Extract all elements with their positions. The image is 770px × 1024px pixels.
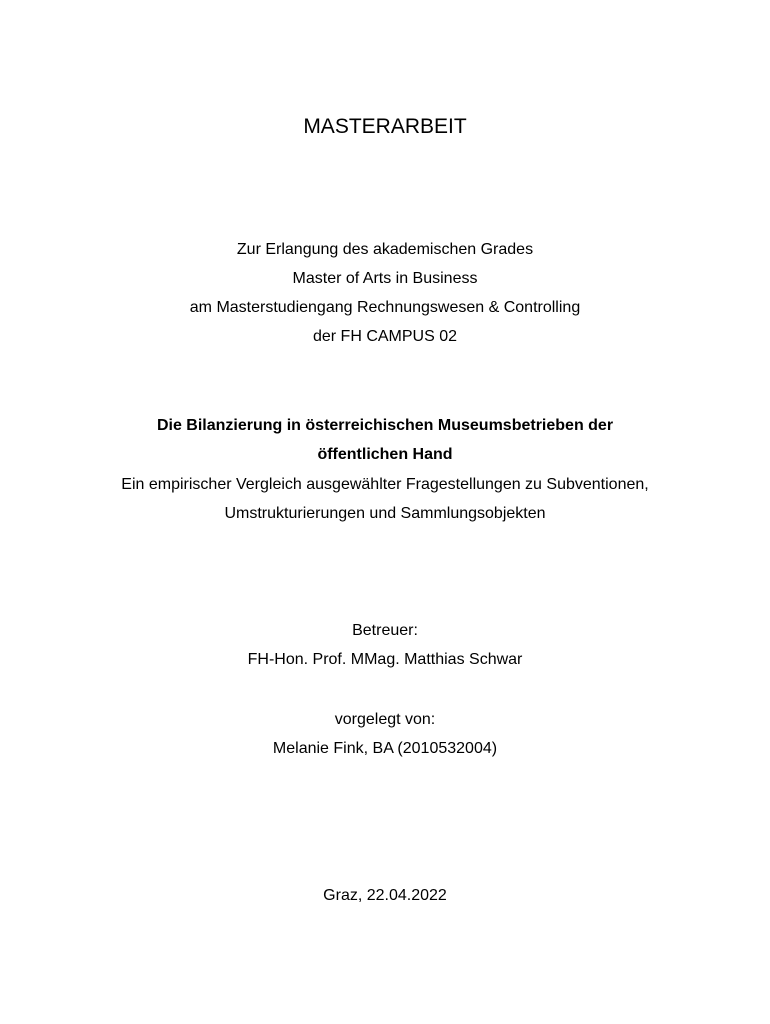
author-name: Melanie Fink, BA (2010532004) — [272, 740, 498, 757]
author-label: vorgelegt von: — [334, 711, 436, 728]
thesis-title-line-1: Die Bilanzierung in österreichischen Museumsbetrieben der — [156, 417, 614, 434]
supervisor-label: Betreuer: — [352, 622, 418, 639]
thesis-title-line-2: öffentlichen Hand — [317, 446, 453, 463]
degree-line-2: Master of Arts in Business — [292, 270, 478, 287]
thesis-subtitle-line-2: Umstrukturierungen und Sammlungsobjekten — [224, 505, 546, 522]
thesis-subtitle-line-1: Ein empirischer Vergleich ausgewählter Fragestellungen zu Subventionen, — [121, 476, 649, 493]
degree-line-4: der FH CAMPUS 02 — [312, 328, 458, 345]
document-heading: MASTERARBEIT — [303, 115, 467, 138]
supervisor-name: FH-Hon. Prof. MMag. Matthias Schwar — [247, 651, 523, 668]
degree-line-1: Zur Erlangung des akademischen Grades — [236, 241, 534, 258]
place-date: Graz, 22.04.2022 — [323, 887, 447, 904]
degree-line-3: am Masterstudiengang Rechnungswesen & Controlling — [189, 299, 581, 316]
